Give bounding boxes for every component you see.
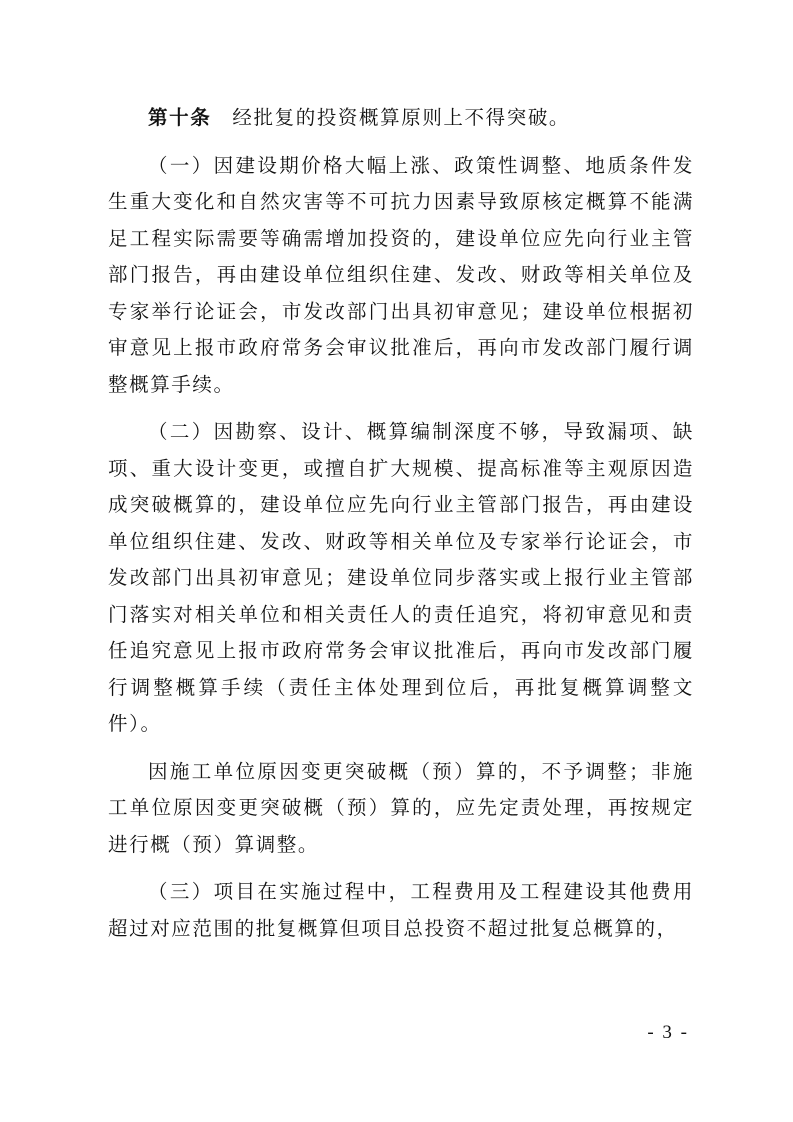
document-body [108,100,694,958]
clause-one-paragraph: （一）因建设期价格大幅上涨、政策性调整、地质条件发生重大变化和自然灾害等不可抗力因素导致原核定概算不能满足工程实际需要等确需增加投资的，建设单位应先向行业主管部门报告，再由建设单位组织住建、发改、财政等相关单位及专家举行论证会，市发改部门出具初审意见；建设单位根据初审意见上报市政府常务会审议批准后，再向市发改部门履行调整概算手续。 [108,153,694,396]
article-heading-spacer [211,106,232,129]
page-number: - 3 - [647,1022,689,1043]
construction-change-paragraph: 因施工单位原因变更突破概（预）算的，不予调整；非施工单位原因变更突破概（预）算的，应先定责处理，再按规定进行概（预）算调整。 [108,759,694,856]
article-heading-text: 经批复的投资概算原则上不得突破。 [232,106,571,129]
clause-three-paragraph: （三）项目在实施过程中，工程费用及工程建设其他费用超过对应范围的批复概算但项目总投资不超过批复总概算的， [108,880,694,940]
article-ten-paragraph [108,100,694,137]
article-heading: 第十条 [148,106,212,129]
clause-two-paragraph: （二）因勘察、设计、概算编制深度不够，导致漏项、缺项、重大设计变更，或擅自扩大规模、提高标准等主观原因造成突破概算的，建设单位应先向行业主管部门报告，再由建设单位组织住建、发改、财政等相关单位及专家举行论证会，市发改部门出具初审意见；建设单位同步落实或上报行业主管部门落实对相关单位和相关责任人的责任追究，将初审意见和责任追究意见上报市政府常务会审议批准后，再向市发改部门履行调整概算手续（责任主体处理到位后，再批复概算调整文件）。 [108,420,694,735]
